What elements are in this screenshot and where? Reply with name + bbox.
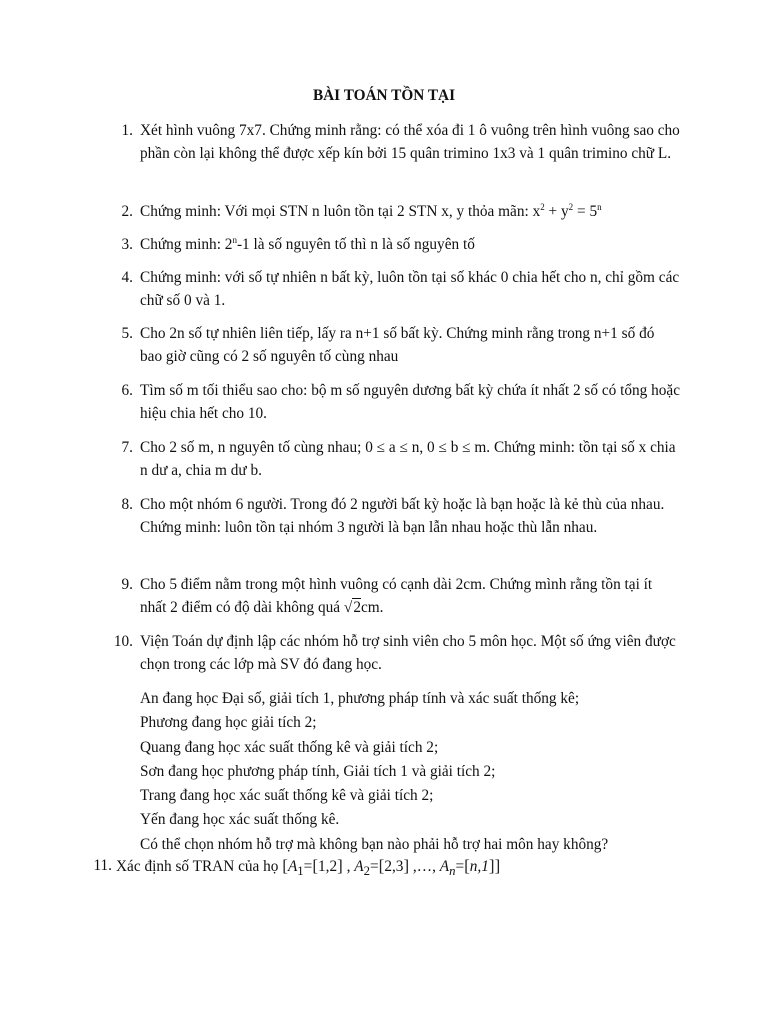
list-item: Phương đang học giải tích 2; bbox=[140, 714, 317, 732]
problem-text: Chứng minh: Với mọi STN n luôn tồn tại 2 STN x, y thỏa mãn: $x^2 + y^2 = 5^n$ bbox=[140, 202, 602, 220]
problem-text: Cho 5 điểm nằm trong một hình vuông có cạnh dài 2cm. Chứng mình rằng tồn tại ít nhất 2 điểm có độ dài không quá √2cm. bbox=[140, 573, 680, 619]
set-family-formula: [$A_1=[1,2]$ , $A_2=[2,3]$ ,…, $A_n=[n,1]$] bbox=[282, 856, 501, 879]
problem-number: 1. bbox=[121, 122, 133, 139]
list-item: Sơn đang học phương pháp tính, Giải tích 1 và giải tích 2; bbox=[140, 762, 496, 780]
list-item: An đang học Đại số, giải tích 1, phương pháp tính và xác suất thống kê; bbox=[140, 690, 580, 707]
candidate-list bbox=[140, 687, 700, 857]
problem-number: 5. bbox=[121, 325, 133, 342]
problem-number: 8. bbox=[121, 496, 133, 513]
problem-number: 9. bbox=[121, 576, 133, 593]
list-item: Quang đang học xác suất thống kê và giải tích 2; bbox=[140, 738, 439, 756]
list-item: Yến đang học xác suất thống kê. bbox=[140, 811, 340, 829]
page-title: BÀI TOÁN TỒN TẠI bbox=[312, 87, 456, 104]
list-item: Có thể chọn nhóm hỗ trợ mà không bạn nào phải hỗ trợ hai môn hay không? bbox=[140, 835, 609, 853]
problem-text: Cho 2 số m, n nguyên tố cùng nhau; 0 ≤ a ≤ n, 0 ≤ b ≤ m. Chứng minh: tồn tại số x chia n dư a, chia m dư b. bbox=[140, 439, 676, 479]
problem-text: Xác định số TRAN của họ [$A_1=[1,2]$ , $A_2=[2,3]$ ,…, $A_n=[n,1]$] bbox=[116, 856, 501, 879]
problem-text: Chứng minh: với số tự nhiên n bất kỳ, luôn tồn tại số khác 0 chia hết cho n, chỉ gồm các chữ số 0 và 1. bbox=[140, 269, 680, 309]
problem-number: 2. bbox=[121, 203, 133, 220]
problem-number: 3. bbox=[121, 236, 133, 253]
problem-text: Cho một nhóm 6 người. Trong đó 2 người bất kỳ hoặc là bạn hoặc là kẻ thù của nhau. Chứng minh: luôn tồn tại nhóm 3 người là bạn lẫn nhau hoặc thù lẫn nhau. bbox=[140, 496, 665, 536]
problem-text: Tìm số m tối thiểu sao cho: bộ m số nguyên dương bất kỳ chứa ít nhất 2 số có tổng hoặc hiệu chia hết cho 10. bbox=[140, 382, 681, 422]
problem-text: Cho 2n số tự nhiên liên tiếp, lấy ra n+1 số bất kỳ. Chứng minh rằng trong n+1 số đó bao giờ cũng có 2 số nguyên tố cùng nhau bbox=[140, 325, 655, 365]
problem-text: Xét hình vuông 7x7. Chứng minh rằng: có thể xóa đi 1 ô vuông trên hình vuông sao cho phần còn lại không thể được xếp kín bởi 15 quân trimino 1x3 và 1 quân trimino chữ L. bbox=[140, 122, 680, 162]
problem-number: 6. bbox=[121, 382, 133, 399]
sqrt-symbol: √2 bbox=[343, 599, 361, 616]
problem-text: Viện Toán dự định lập các nhóm hỗ trợ sinh viên cho 5 môn học. Một số ứng viên được chọn trong các lớp mà SV đó đang học. bbox=[140, 633, 676, 673]
problem-text: Chứng minh: 2$^n$-1 là số nguyên tố thì n là số nguyên tố bbox=[140, 235, 475, 253]
problem-number: 10. bbox=[113, 633, 133, 650]
problem-number: 4. bbox=[121, 269, 133, 286]
problem-number: 11. bbox=[93, 857, 112, 874]
list-item: Trang đang học xác suất thống kê và giải tích 2; bbox=[140, 787, 434, 805]
problem-number: 7. bbox=[121, 439, 133, 456]
